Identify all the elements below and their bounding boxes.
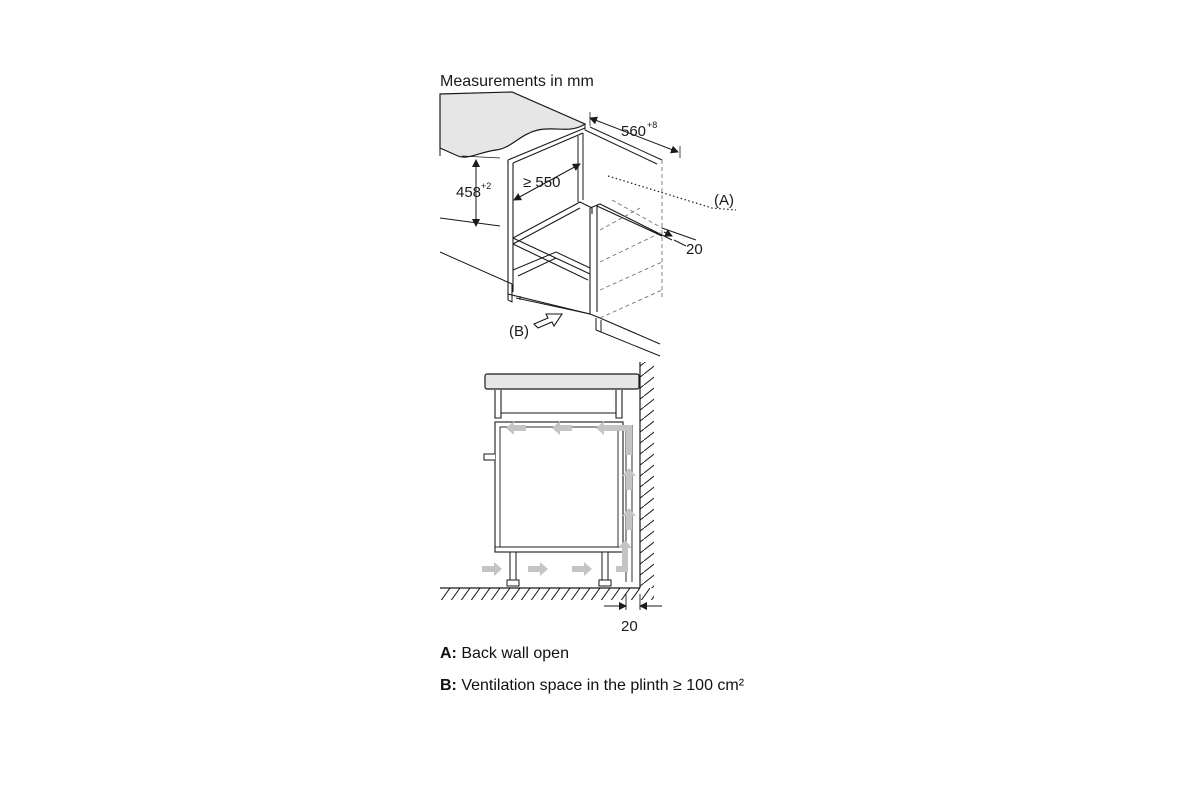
dim-gap-bottom: 20 — [621, 618, 638, 635]
dim-width-value: 560 — [621, 123, 647, 140]
cavity-shelf — [513, 202, 592, 280]
back-wall — [640, 362, 654, 588]
cabinet-body — [495, 422, 623, 552]
dim-width-tolerance: +8 — [647, 120, 658, 130]
dim-gap-top: 20 — [686, 241, 703, 258]
callout-a-label: (A) — [714, 192, 734, 209]
ventilation-arrow — [534, 314, 562, 328]
worktop-shape — [440, 92, 585, 157]
isometric-view — [440, 92, 736, 356]
diagram-title: Measurements in mm — [440, 73, 594, 90]
legend-item-b — [440, 677, 744, 695]
dim-height-tolerance: +2 — [481, 181, 492, 191]
floor — [440, 588, 654, 600]
legend-text-a: Back wall open — [461, 645, 569, 662]
legend-item-a — [440, 645, 569, 663]
legend-text-b: Ventilation space in the plinth ≥ 100 cm² — [461, 677, 745, 694]
legend-key-b: B: — [440, 677, 457, 694]
cavity-right-wall — [590, 204, 672, 314]
dim-height-value: 458 — [456, 184, 482, 201]
section-view — [440, 362, 662, 635]
section-worktop — [485, 374, 639, 389]
legend-key-a: A: — [440, 645, 457, 662]
leg-back — [602, 552, 608, 582]
leg-front — [510, 552, 516, 582]
dim-depth-value: ≥ 550 — [523, 174, 561, 191]
callout-b-label: (B) — [509, 323, 529, 340]
door-handle — [484, 454, 495, 460]
